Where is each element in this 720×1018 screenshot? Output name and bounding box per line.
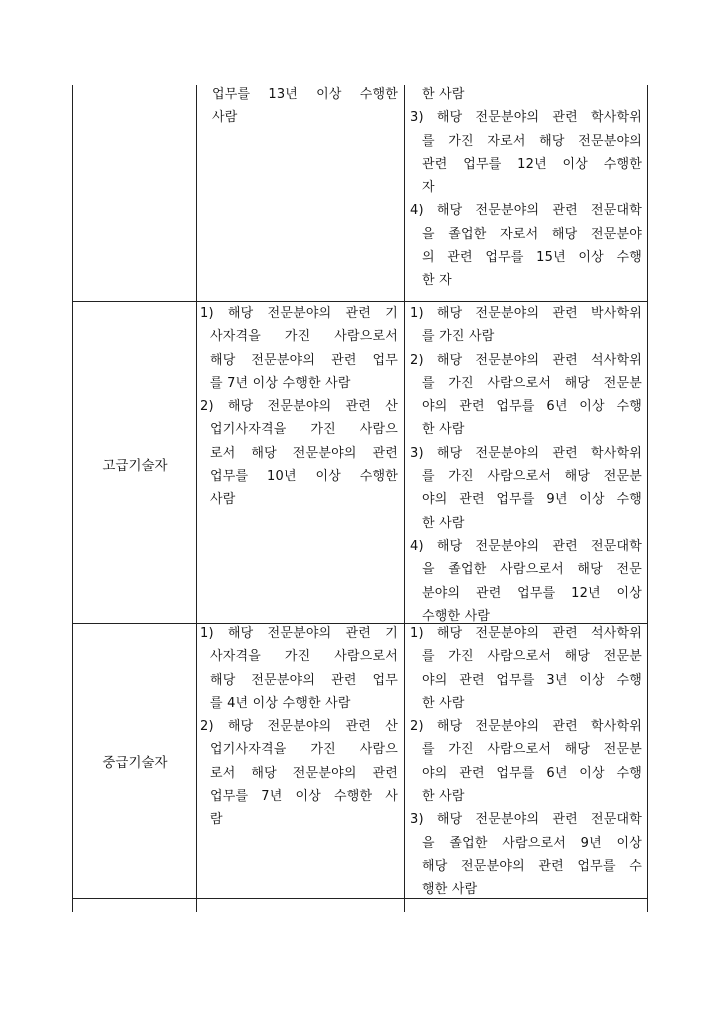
cell-text-line: 로서 해당 전문분야의 관련	[210, 765, 398, 781]
cell-text-line: 관련 업무를 12년 이상 수행한	[422, 156, 642, 172]
row0-col2-cell	[212, 83, 398, 130]
cell-text-line: 를 가진 사람으로서 해당 전문분	[422, 375, 642, 391]
cell-text-line: 한 사람	[422, 789, 465, 805]
cell-text-line: 3) 해당 전문분야의 관련 학사학위	[410, 445, 642, 461]
cell-text-line: 4) 해당 전문분야의 관련 전문대학	[410, 538, 642, 554]
cell-text-line: 람	[210, 812, 223, 828]
cell-text-line: 사자격을 가진 사람으로서	[210, 329, 398, 345]
cell-text-line: 를 가진 자로서 해당 전문분야의	[422, 133, 642, 149]
cell-text-line: 의 관련 업무를 15년 이상 수행	[422, 250, 642, 266]
cell-text-line: 업무를 13년 이상 수행한	[212, 87, 398, 102]
cell-text-line: 2) 해당 전문분야의 관련 산	[200, 399, 398, 415]
row2-col2-cell	[200, 622, 398, 832]
cell-text-line: 를 가진 사람	[422, 329, 495, 345]
cell-text-line: 사람	[210, 492, 236, 508]
cell-text-line: 한 사람	[422, 87, 465, 102]
cell-text-line: 야의 관련 업무를 3년 이상 수행	[422, 672, 642, 688]
row2-col3-cell	[410, 622, 642, 902]
cell-text-line: 4) 해당 전문분야의 관련 전문대학	[410, 203, 642, 219]
cell-text-line: 를 7년 이상 수행한 사람	[210, 375, 351, 391]
cell-text-line: 1) 해당 전문분야의 관련 박사학위	[410, 306, 642, 321]
row0-col3-cell	[410, 83, 642, 293]
cell-text-line: 업기사자격을 가진 사람으	[210, 422, 398, 438]
cell-text-line: 2) 해당 전문분야의 관련 석사학위	[410, 352, 642, 368]
cell-text-line: 1) 해당 전문분야의 관련 기	[200, 626, 398, 641]
column-divider-1	[196, 85, 197, 912]
cell-text-line: 수행한 사람	[422, 608, 491, 624]
table-border-left	[72, 85, 73, 912]
column-divider-2	[404, 85, 405, 912]
grade-label-senior: 고급기술자	[102, 458, 168, 474]
cell-text-line: 해당 전문분야의 관련 업무	[210, 352, 398, 368]
grade-label-intermediate: 중급기술자	[102, 755, 168, 771]
cell-text-line: 를 가진 사람으로서 해당 전문분	[422, 649, 642, 665]
table-border-right	[647, 85, 648, 912]
cell-text-line: 한 자	[422, 273, 452, 289]
cell-text-line: 를 가진 사람으로서 해당 전문분	[422, 469, 642, 485]
cell-text-line: 해당 전문분야의 관련 업무	[210, 672, 398, 688]
cell-text-line: 야의 관련 업무를 6년 이상 수행	[422, 765, 642, 781]
cell-text-line: 1) 해당 전문분야의 관련 기	[200, 306, 398, 321]
cell-text-line: 를 4년 이상 수행한 사람	[210, 695, 351, 711]
cell-text-line: 사자격을 가진 사람으로서	[210, 649, 398, 665]
cell-text-line: 1) 해당 전문분야의 관련 석사학위	[410, 626, 642, 641]
cell-text-line: 업무를 10년 이상 수행한	[210, 469, 398, 485]
row1-col2-cell	[200, 302, 398, 512]
cell-text-line: 로서 해당 전문분야의 관련	[210, 445, 398, 461]
cell-text-line: 업무를 7년 이상 수행한 사	[210, 789, 398, 805]
cell-text-line: 2) 해당 전문분야의 관련 산	[200, 719, 398, 735]
cell-text-line: 한 사람	[422, 422, 465, 438]
cell-text-line: 야의 관련 업무를 9년 이상 수행	[422, 492, 642, 508]
cell-text-line: 자	[422, 180, 435, 196]
cell-text-line: 3) 해당 전문분야의 관련 전문대학	[410, 812, 642, 828]
cell-text-line: 을 졸업한 사람으로서 9년 이상	[422, 835, 642, 851]
cell-text-line: 3) 해당 전문분야의 관련 학사학위	[410, 110, 642, 126]
cell-text-line: 분야의 관련 업무를 12년 이상	[422, 585, 642, 601]
cell-text-line: 을 졸업한 사람으로서 해당 전문	[422, 562, 642, 578]
cell-text-line: 행한 사람	[422, 882, 478, 898]
cell-text-line: 2) 해당 전문분야의 관련 학사학위	[410, 719, 642, 735]
cell-text-line: 업기사자격을 가진 사람으	[210, 742, 398, 758]
cell-text-line: 을 졸업한 자로서 해당 전문분야	[422, 226, 642, 242]
cell-text-line: 를 가진 사람으로서 해당 전문분	[422, 742, 642, 758]
cell-text-line: 한 사람	[422, 515, 465, 531]
cell-text-line: 야의 관련 업무를 6년 이상 수행	[422, 399, 642, 415]
cell-text-line: 사람	[212, 110, 238, 126]
cell-text-line: 해당 전문분야의 관련 업무를 수	[422, 858, 642, 874]
row1-col3-cell	[410, 302, 642, 628]
cell-text-line: 한 사람	[422, 695, 465, 711]
